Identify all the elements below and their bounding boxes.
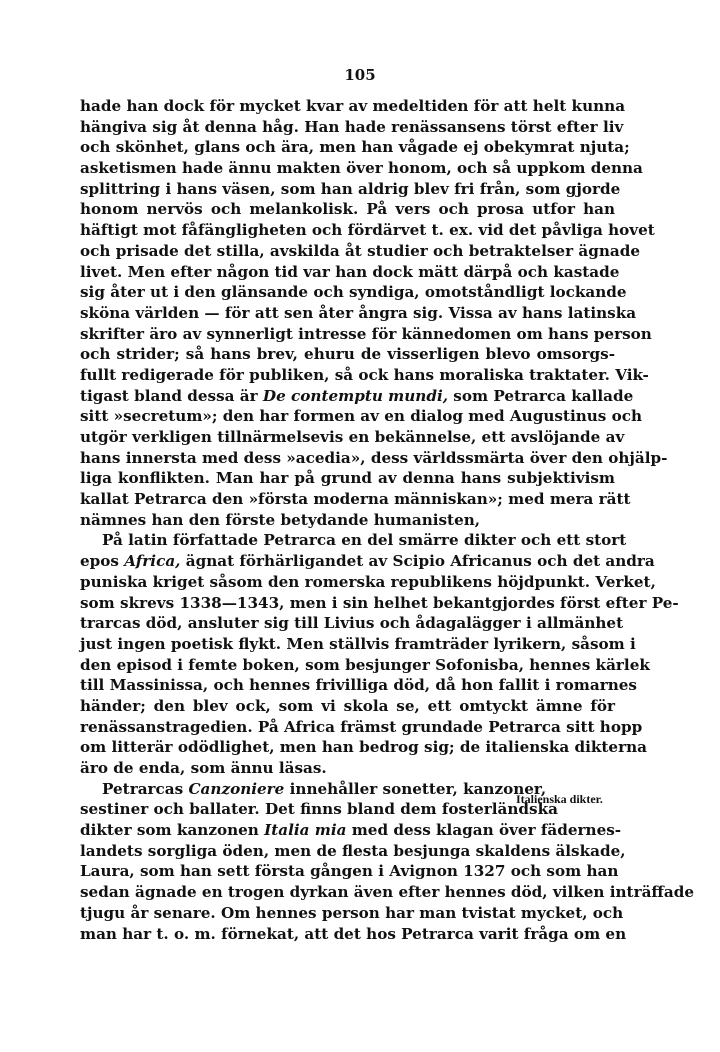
text-line: livet. Men efter någon tid var han dock mätt därpå och kastade: [80, 262, 620, 281]
text-line: hängiva sig åt denna håg. Han hade renässansens törst efter liv: [80, 117, 624, 136]
text-line: sestiner och ballater. Det finns bland dem fosterländska: [80, 800, 558, 819]
text-segment: Petrarcas: [102, 779, 189, 798]
text-line: om litterär odödlighet, men han bedrog sig; de italienska dikterna: [80, 738, 647, 757]
text-line: asketismen hade ännu makten över honom, och så uppkom denna: [80, 159, 643, 178]
text-line: [80, 551, 655, 572]
body-text: [80, 96, 694, 944]
text-line: som skrevs 1338—1343, men i sin helhet bekantgjordes först efter Pe-: [80, 593, 679, 612]
text-segment: innehåller sonetter, kanzoner,: [284, 779, 547, 798]
italic-title: Africa,: [124, 552, 181, 571]
italic-title: Italia mia: [264, 821, 347, 840]
text-line: till Massinissa, och hennes frivilliga död, då hon fallit i romarnes: [80, 676, 637, 695]
text-line: och strider; så hans brev, ehuru de visserligen blevo omsorgs-: [80, 345, 615, 364]
text-line: den episod i femte boken, som besjunger Sofonisba, hennes kärlek: [80, 655, 650, 674]
text-line: kallat Petrarca den »första moderna människan»; med mera rätt: [80, 490, 631, 509]
text-line: [80, 386, 634, 407]
text-line: fullt redigerade för publiken, så ock hans moraliska traktater. Vik-: [80, 365, 649, 384]
text-line: äro de enda, som ännu läsas.: [80, 759, 327, 777]
text-line: sig åter ut i den glänsande och syndiga, omotståndligt lockande: [80, 283, 627, 302]
text-line: honom nervös och melankolisk. På vers och prosa utfor han: [80, 200, 615, 219]
text-line: man har t. o. m. förnekat, att det hos Petrarca varit fråga om en: [80, 924, 627, 943]
margin-note: Italienska dikter.: [516, 792, 603, 806]
text-line: nämnes han den förste betydande humanisten,: [80, 510, 481, 529]
text-segment: tigast bland dessa är: [80, 386, 263, 405]
text-line: tjugu år senare. Om hennes person har man tvistat mycket, och: [80, 903, 624, 922]
text-line: hade han dock för mycket kvar av medeltiden för att helt kunna: [80, 97, 626, 115]
text-segment: epos: [80, 552, 125, 571]
text-segment: dikter som kanzonen: [80, 821, 265, 840]
text-line: sitt »secretum»; den har formen av en dialog med Augustinus och: [80, 407, 643, 426]
text-line: sedan ägnade en trogen dyrkan även efter hennes död, vilken inträffade: [80, 883, 694, 902]
text-line: På latin författade Petrarca en del smärre dikter och ett stort: [102, 531, 627, 550]
text-line: sköna världen — för att sen åter ångra sig. Vissa av hans latinska: [80, 303, 637, 322]
text-line: skrifter äro av synnerligt intresse för kännedomen om hans person: [80, 324, 652, 343]
italic-title: De contemptu mundi,: [262, 386, 449, 405]
text-line: hans innersta med dess »acedia», dess världssmärta över den ohjälp-: [80, 448, 668, 467]
text-line: liga konflikten. Man har på grund av denna hans subjektivism: [80, 469, 615, 488]
page-number: 105: [344, 66, 376, 84]
text-line: utgör verkligen tillnärmelsevis en bekännelse, ett avslöjande av: [80, 428, 625, 446]
text-line: [80, 820, 622, 841]
text-line: renässanstragedien. På Africa främst grundade Petrarca sitt hopp: [80, 717, 643, 736]
text-line: och skönhet, glans och ära, men han vågade ej obekymrat njuta;: [80, 138, 630, 157]
text-line: händer; den blev ock, som vi skola se, ett omtyckt ämne för: [80, 696, 615, 715]
text-line: puniska kriget såsom den romerska republikens höjdpunkt. Verket,: [80, 572, 656, 591]
text-line: häftigt mot fåfängligheten och fördärvet t. ex. vid det påvliga hovet: [80, 221, 655, 240]
text-segment: som Petrarca kallade: [448, 386, 634, 405]
text-line: splittring i hans väsen, som han aldrig blev fri från, som gjorde: [80, 179, 621, 198]
text-segment: med dess klagan över fädernes-: [346, 821, 622, 840]
text-line: landets sorgliga öden, men de flesta besjunga skaldens älskade,: [80, 841, 626, 860]
italic-title: Canzoniere: [188, 779, 285, 798]
text-line: och prisade det stilla, avskilda åt studier och betraktelser ägnade: [80, 241, 640, 260]
text-segment: ägnat förhärligandet av Scipio Africanus och det andra: [180, 552, 655, 571]
text-line: just ingen poetisk flykt. Men ställvis framträder lyrikern, såsom i: [80, 634, 636, 653]
text-line: [80, 779, 547, 800]
text-line: Laura, som han sett första gången i Avignon 1327 och som han: [80, 862, 619, 881]
text-line: trarcas död, ansluter sig till Livius och ådagalägger i allmänhet: [80, 614, 624, 633]
